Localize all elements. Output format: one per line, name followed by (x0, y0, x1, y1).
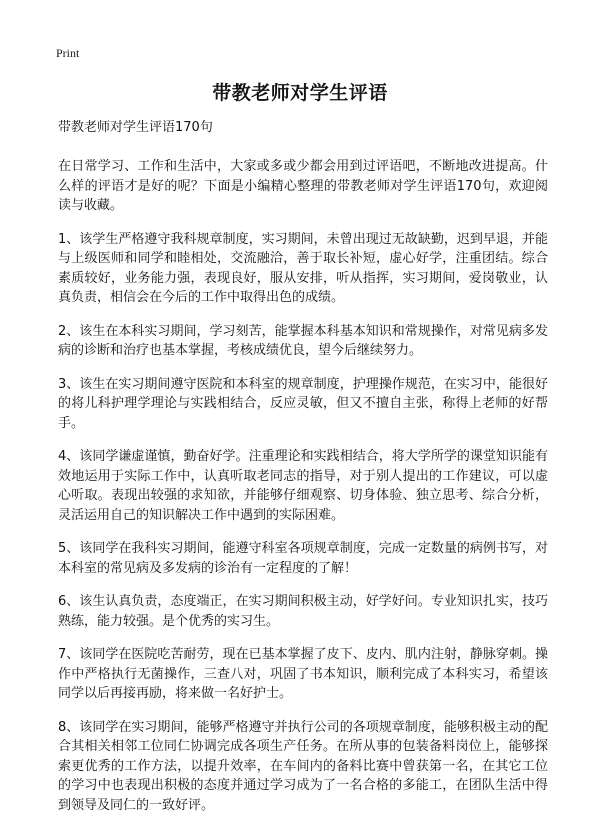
page-title: 带教老师对学生评语 (212, 82, 388, 104)
print-link[interactable]: Print (56, 46, 80, 60)
comment-item-5: 5、该同学在我科实习期间，能遵守科室各项规章制度，完成一定数量的病例书写，对本科室的常见病及多发病的诊治有一定程度的了解！ (58, 541, 548, 576)
comment-item-1: 1、该学生严格遵守我科规章制度，实习期间，未曾出现过无故缺勤，迟到早退，并能与上级医师和同学和睦相处，交流融洽，善于取长补短，虚心好学，注重团结。综合素质较好，业务能力强，表现良好，服从安排，听从指挥，实习期间，爱岗敬业，认真负责，相信会在今后的工作中取得出色的成绩。 (58, 231, 548, 305)
comment-item-2: 2、该生在本科实习期间，学习刻苦，能掌握本科基本知识和常规操作，对常见病多发病的诊断和治疗也基本掌握，考核成绩优良，望今后继续努力。 (58, 323, 548, 358)
comment-item-8: 8、该同学在实习期间，能够严格遵守并执行公司的各项规章制度，能够积极主动的配合其相关相邻工位同仁协调完成各项生产任务。在所从事的包装备料岗位上，能够探索更优秀的工作方法，以提升效率，在车间内的备料比赛中曾获第一名，在其它工位的学习中也表现出积极的态度并通过学习成为了一名合格的多能工，在团队生活中得到领导及同仁的一致好评。 (58, 719, 548, 813)
comment-item-4: 4、该同学谦虚谨慎，勤奋好学。注重理论和实践相结合，将大学所学的课堂知识能有效地运用于实际工作中，认真听取老同志的指导，对于别人提出的工作建议，可以虚心听取。表现出较强的求知欲，并能够仔细观察、切身体验、独立思考、综合分析，灵活运用自己的知识解决工作中遇到的实际困难。 (58, 449, 548, 523)
document-body (58, 118, 548, 829)
intro-paragraph: 在日常学习、工作和生活中，大家或多或少都会用到过评语吧，不断地改进提高。什么样的评语才是好的呢？下面是小编精心整理的带教老师对学生评语170句，欢迎阅读与收藏。 (58, 159, 548, 213)
comment-item-3: 3、该生在实习期间遵守医院和本科室的规章制度，护理操作规范，在实习中，能很好的将儿科护理学理论与实践相结合，反应灵敏，但又不擅自主张，称得上老师的好帮手。 (58, 376, 548, 431)
comment-item-7: 7、该同学在医院吃苦耐劳，现在已基本掌握了皮下、皮内、肌内注射，静脉穿刺。操作中严格执行无菌操作，三查八对，巩固了书本知识，顺利完成了本科实习，希望该同学以后再接再励，将来做一名好护士。 (58, 647, 548, 701)
comment-item-6: 6、该生认真负责，态度端正，在实习期间积极主动，好学好问。专业知识扎实，技巧熟练，能力较强。是个优秀的实习生。 (58, 594, 548, 629)
document-subtitle: 带教老师对学生评语170句 (58, 120, 213, 135)
